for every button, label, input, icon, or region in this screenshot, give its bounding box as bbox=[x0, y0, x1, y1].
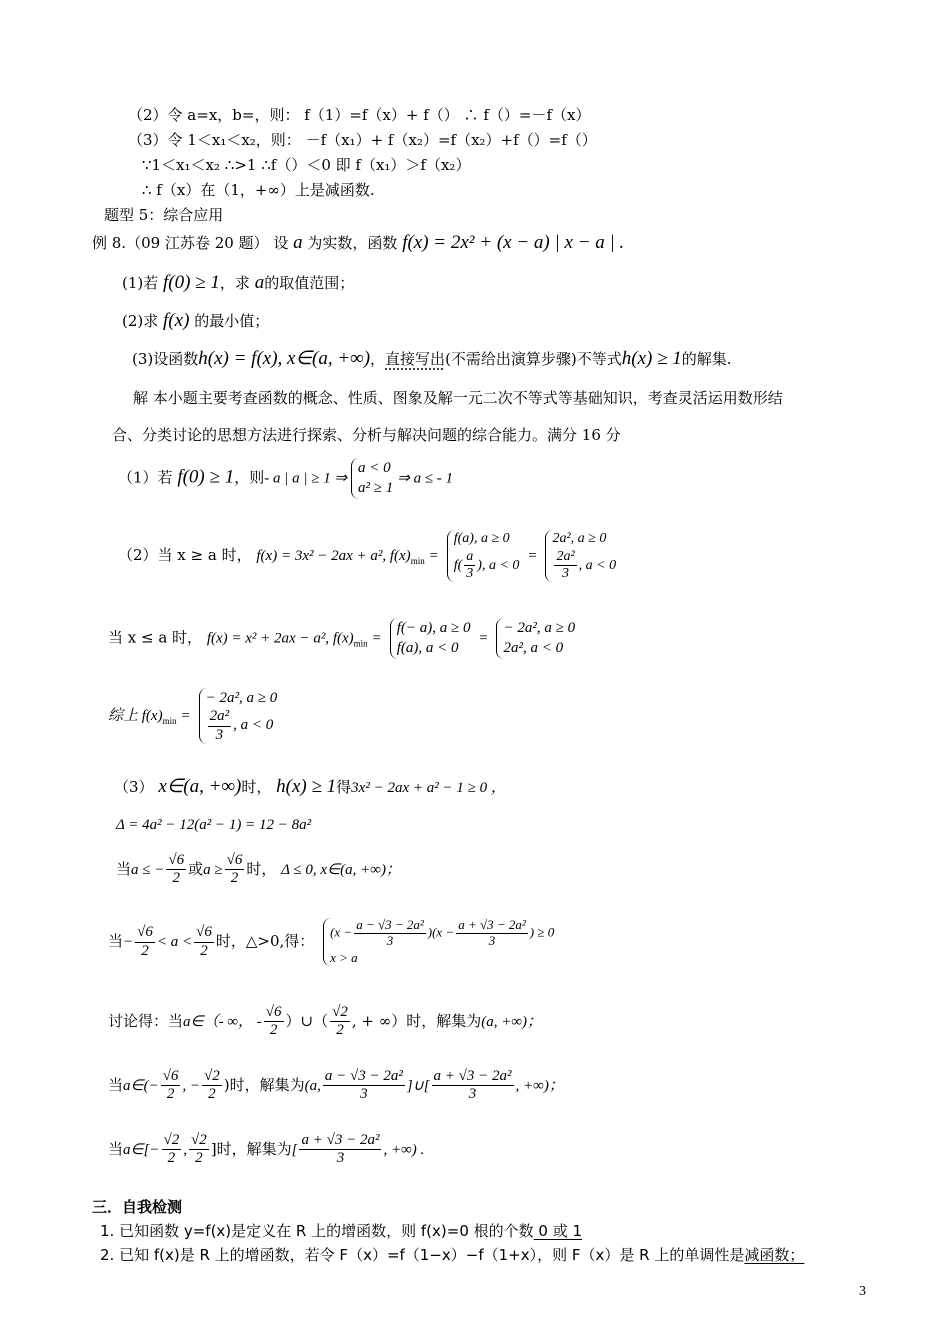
solution-part-2: （2）当 x ≥ a 时， f(x) = 3x² − 2ax + a², $f(x)_{min}$ = f(a), a ≥ 0 f( $\frac{a}{3}$ ), a < 0 = 2a², a ≥ 0 $\frac{\text{2a²}}{3}$ , a < 0 bbox=[118, 531, 617, 581]
solution-line-2: （2）令 a=x，b=，则： f（1）=f（x）+ f（） ∴ f（）=－f（x） bbox=[128, 106, 591, 124]
solution-line-3: （3）令 1＜x₁＜x₂，则： －f（x₁）+ f（x₂）=f（x₂）+f（）=f（） bbox=[128, 131, 597, 149]
solution-part-3: （3） x∈(a, +∞)时， h(x) ≥ 1得3x² − 2ax + a² − 1 ≥ 0 ， bbox=[114, 776, 506, 797]
case-2: 当− $\frac{√6}{2}$ < a < $\frac{√6}{2}$ 时，△>0,得： (x − $\frac{\text{a − √3 − 2a²}}{3}$ )(x − $\frac{\text{a + √3 − 2a²}}{3}$ ) ≥ 0 x > a bbox=[108, 917, 555, 965]
var-a: a bbox=[293, 232, 303, 253]
solution-part-1: （1）若 f(0) ≥ 1，则- a | a | ≥ 1 ⇒ a < 0 a² ≥ 1 ⇒ a ≤ - 1 bbox=[118, 458, 453, 499]
section-type5: 题型 5：综合应用 bbox=[104, 206, 224, 224]
solution-line-4: ∵1＜x₁＜x₂ ∴>1 ∴f（）＜0 即 f（x₁）＞f（x₂） bbox=[142, 156, 471, 174]
question-2: (2)求 f(x) 的最小值； bbox=[122, 310, 270, 331]
test-item-2: 2. 已知 f(x)是 R 上的增函数，若令 F（x）=f（1−x）−f（1+x），则 F（x）是 R 上的单调性是减函数； bbox=[100, 1246, 805, 1264]
page-number: 3 bbox=[859, 1284, 866, 1299]
function-formula: f(x) = 2x² + (x − a) | x − a | . bbox=[402, 232, 625, 253]
question-1: (1)若 f(0) ≥ 1，求 a的取值范围； bbox=[122, 272, 355, 293]
discussion: 讨论得：当a∈（- ∞， - $\frac{√6}{2}$ ）∪（ $\frac{√2}{2}$ , + ∞）时，解集为(a, +∞)； bbox=[108, 1004, 543, 1039]
solution-part-2b: 当 x ≤ a 时， f(x) = x² + 2ax − a², $f(x)_{min}$ = f(− a), a ≥ 0 f(a), a < 0 = − 2a², a ≥ 0 2a², a < 0 bbox=[108, 618, 579, 659]
discriminant: Δ = 4a² − 12(a² − 1) = 12 − 8a² bbox=[116, 817, 312, 833]
solution-intro-2: 合、分类讨论的思想方法进行探索、分析与解决问题的综合能力。满分 16 分 bbox=[112, 426, 621, 444]
case-3: 当a∈(− $\frac{√6}{2}$ , − $\frac{√2}{2}$ )时，解集为(a, $\frac{\text{a − √3 − 2a²}}{3}$ ]∪[ $\frac{\text{a + √3 − 2a²}}{3}$ , +∞)； bbox=[108, 1068, 564, 1103]
section-self-test: 三．自我检测 bbox=[92, 1198, 183, 1216]
solution-line-5: ∴ f（x）在（1，+∞）上是减函数. bbox=[142, 181, 375, 199]
example-8-statement: 例 8.（09 江苏卷 20 题） 设 a 为实数，函数 f(x) = 2x² + (x − a) | x − a | . bbox=[92, 232, 625, 253]
case-4: 当a∈[− $\frac{√2}{2}$ , $\frac{√2}{2}$ ]时，解集为[ $\frac{\text{a + √3 − 2a²}}{3}$ , +∞) . bbox=[108, 1132, 425, 1167]
case-1: 当a ≤ − $\frac{√6}{2}$ 或a ≥ $\frac{√6}{2}$ 时， Δ ≤ 0, x∈(a, +∞)； bbox=[116, 852, 401, 887]
question-3: (3)设函数h(x) = f(x), x∈(a, +∞)，直接写出(不需给出演算步骤)不等式h(x) ≥ 1的解集. bbox=[132, 348, 732, 369]
solution-intro-1: 解 本小题主要考查函数的概念、性质、图象及解一元二次不等式等基础知识，考查灵活运用数形结 bbox=[133, 389, 783, 407]
solution-summary: 综上 $f(x)_{min}$ = − 2a², a ≥ 0 $\frac{\text{2a²}}{3}$ , a < 0 bbox=[108, 690, 278, 743]
test-item-1: 1. 已知函数 y=f(x)是定义在 R 上的增函数，则 f(x)=0 根的个数 0 或 1 bbox=[100, 1222, 583, 1240]
